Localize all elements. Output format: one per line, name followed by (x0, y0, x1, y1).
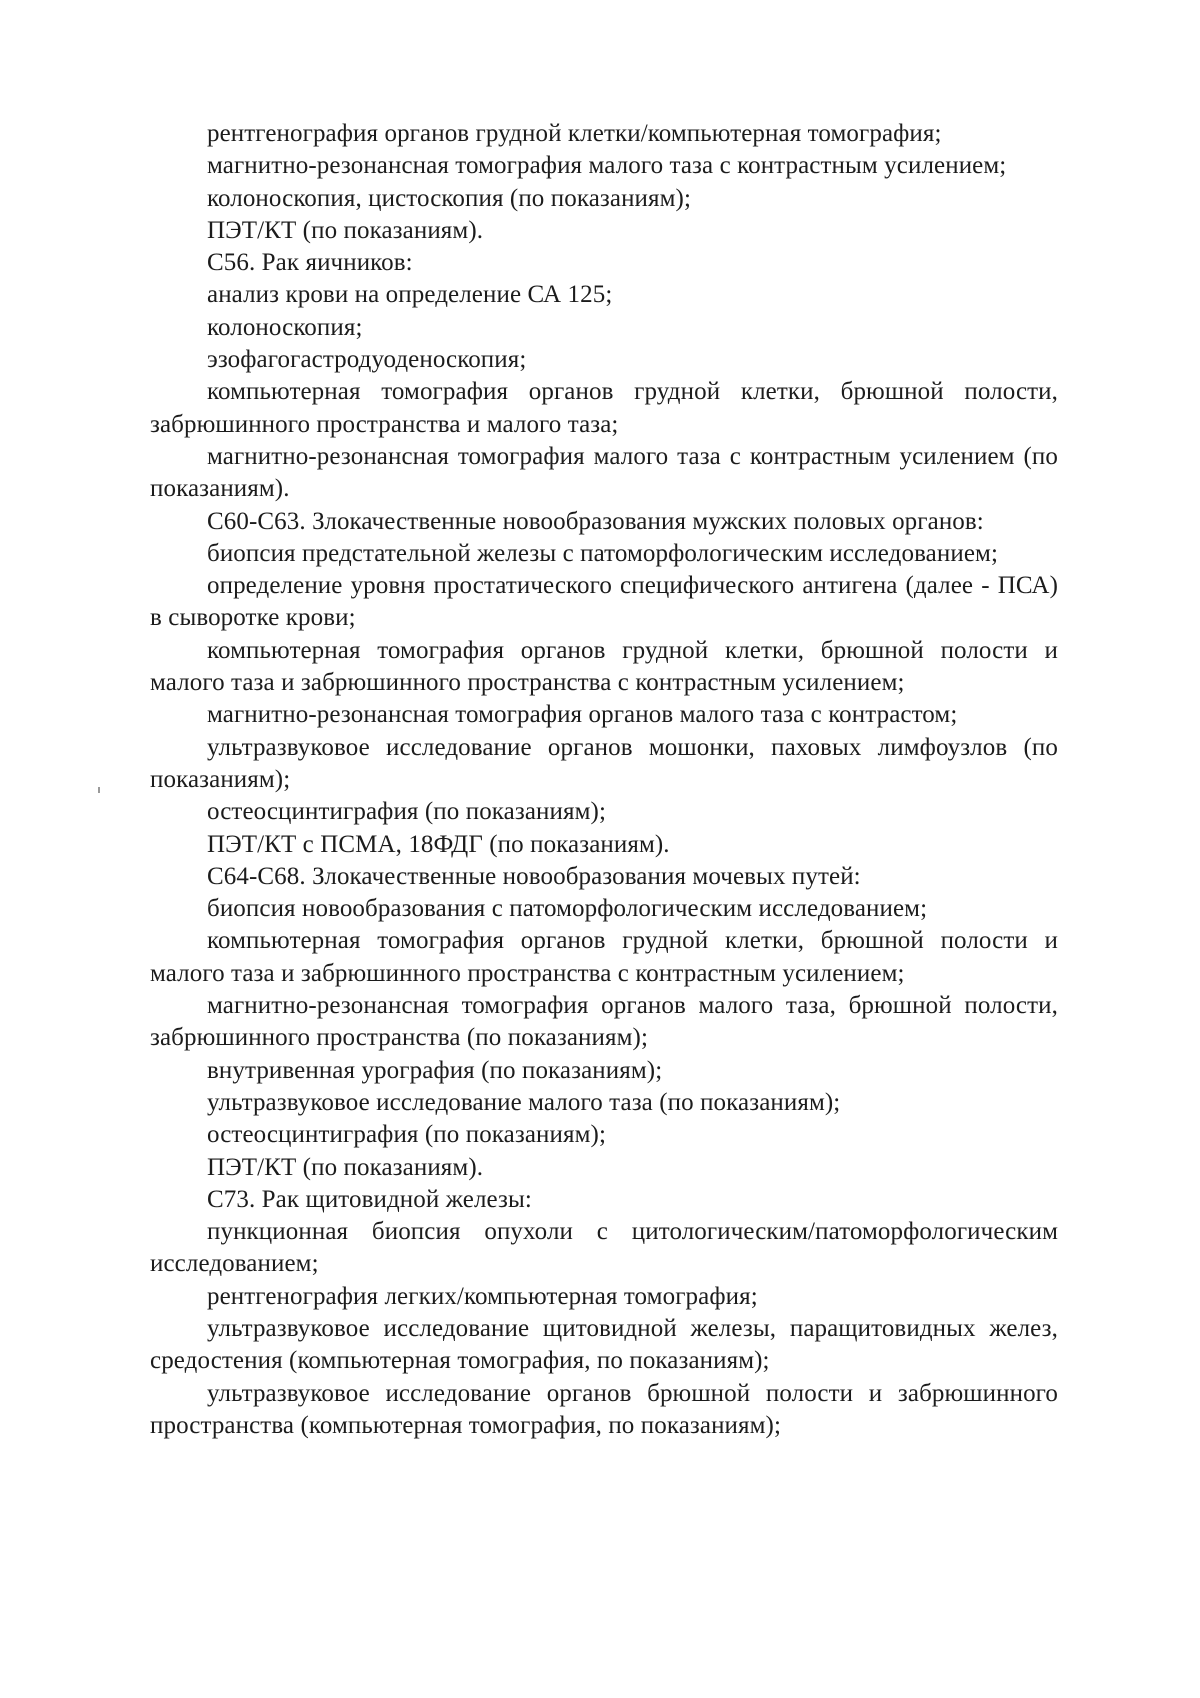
paragraph: внутривенная урография (по показаниям); (207, 1056, 663, 1084)
paragraph: ПЭТ/КТ с ПСМА, 18ФДГ (по показаниям). (207, 830, 670, 858)
paragraph: магнитно-резонансная томография органов малого таза, брюшной полости, забрюшинного пространства (по показаниям); (150, 992, 1058, 1052)
document-body (150, 118, 1058, 1442)
section-heading: С56. Рак яичников: (207, 249, 413, 277)
paragraph: определение уровня простатического специфического антигена (далее - ПСА) в сыворотке крови; (150, 572, 1058, 632)
paragraph: ПЭТ/КТ (по показаниям). (207, 1153, 484, 1181)
paragraph: остеосцинтиграфия (по показаниям); (207, 1121, 606, 1149)
paragraph: магнитно-резонансная томография малого таза с контрастным усилением (по показаниям). (150, 442, 1058, 503)
paragraph: пункционная биопсия опухоли с цитологическим/патоморфологическим исследованием; (150, 1218, 1058, 1278)
scan-mark (98, 787, 100, 793)
paragraph: остеосцинтиграфия (по показаниям); (207, 798, 606, 826)
paragraph: ультразвуковое исследование органов мошонки, паховых лимфоузлов (по показаниям); (150, 733, 1058, 793)
paragraph: рентгенография органов грудной клетки/компьютерная томография; (207, 120, 942, 147)
section-heading: С64-С68. Злокачественные новообразования мочевых путей: (207, 862, 861, 890)
paragraph: магнитно-резонансная томография малого таза с контрастным усилением; (207, 152, 1007, 180)
paragraph: колоноскопия, цистоскопия (по показаниям); (207, 184, 692, 212)
paragraph: ультразвуковое исследование щитовидной железы, паращитовидных желез, средостения (компьютерная томография, по показаниям); (150, 1314, 1058, 1375)
paragraph: ПЭТ/КТ (по показаниям). (207, 216, 484, 244)
paragraph: биопсия новообразования с патоморфологическим исследованием; (207, 895, 928, 923)
paragraph: рентгенография легких/компьютерная томография; (207, 1282, 758, 1310)
section-heading: С60-С63. Злокачественные новообразования мужских половых органов: (207, 507, 984, 535)
paragraph: магнитно-резонансная томография органов малого таза с контрастом; (207, 701, 958, 729)
paragraph: ультразвуковое исследование малого таза (по показаниям); (207, 1088, 841, 1116)
paragraph: эзофагогастродуоденоскопия; (207, 346, 527, 374)
paragraph: анализ крови на определение СА 125; (207, 281, 613, 309)
paragraph: биопсия предстательной железы с патоморфологическим исследованием; (207, 539, 998, 567)
paragraph: компьютерная томография органов грудной клетки, брюшной полости и малого таза и забрюшинного пространства с контрастным усилением; (150, 636, 1058, 697)
paragraph: компьютерная томография органов грудной клетки, брюшной полости и малого таза и забрюшинного пространства с контрастным усилением; (150, 927, 1058, 987)
paragraph: колоноскопия; (207, 313, 363, 341)
paragraph: компьютерная томография органов грудной клетки, брюшной полости, забрюшинного пространства и малого таза; (150, 378, 1058, 438)
paragraph: ультразвуковое исследование органов брюшной полости и забрюшинного пространства (компьютерная томография, по показаниям); (150, 1379, 1058, 1439)
section-heading: С73. Рак щитовидной железы: (207, 1185, 532, 1213)
